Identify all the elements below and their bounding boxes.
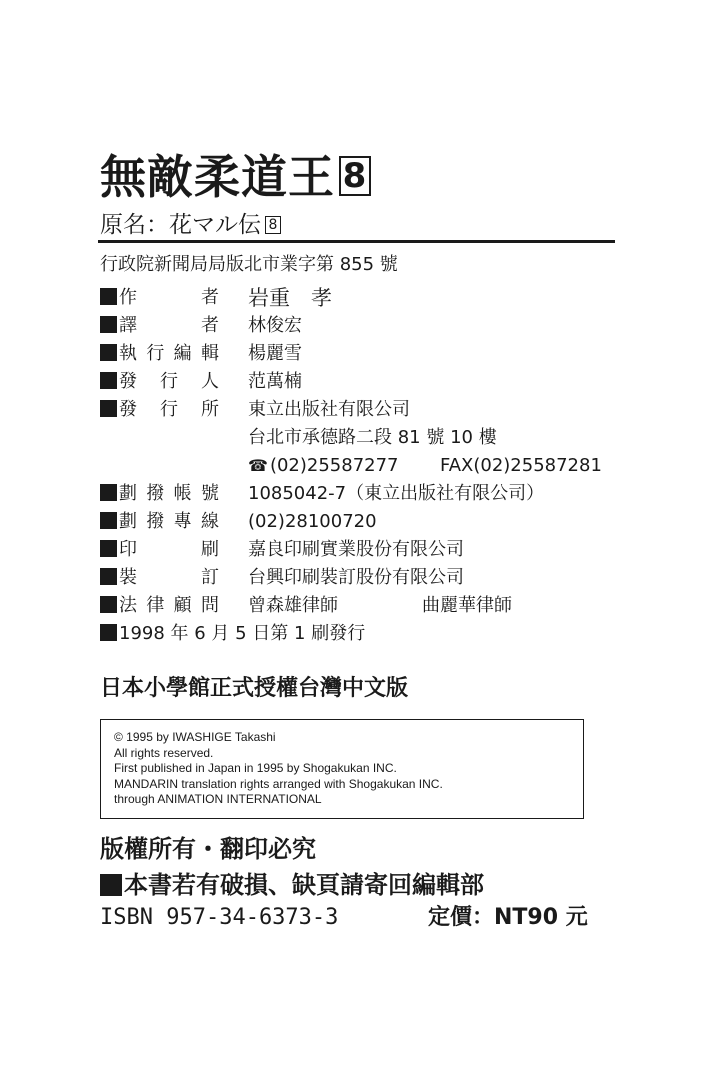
credit-label-editor: 執行編輯 — [100, 341, 219, 367]
square-bullet-icon — [100, 400, 117, 417]
license-number: 行政院新聞局局版北市業字第 855 號 — [100, 254, 398, 275]
square-bullet-icon — [100, 512, 117, 529]
credit-value-printing: 嘉良印刷實業股份有限公司 — [248, 539, 464, 560]
rights-reserved: 版權所有・翻印必究 — [100, 835, 316, 863]
publication-date: 1998 年 6 月 5 日第 1 刷發行 — [100, 621, 365, 647]
credit-label-author: 作 者 — [100, 285, 219, 311]
credit-label-issuer: 發行人 — [100, 369, 219, 395]
credit-label-printing: 印 刷 — [100, 537, 219, 563]
square-bullet-icon — [100, 484, 117, 501]
authorization-statement: 日本小學館正式授權台灣中文版 — [100, 676, 409, 701]
credit-value-author: 岩重 孝 — [248, 286, 332, 310]
square-bullet-icon — [100, 874, 122, 896]
credit-value-postal-line: (02)28100720 — [248, 511, 377, 532]
credit-value-translator: 林俊宏 — [248, 315, 302, 336]
square-bullet-icon — [100, 372, 117, 389]
book-title — [100, 148, 371, 206]
square-bullet-icon — [100, 344, 117, 361]
credit-value-postal-account: 1085042-7（東立出版社有限公司） — [248, 483, 545, 504]
credit-label-translator: 譯 者 — [100, 313, 219, 339]
damage-notice: 本書若有破損、缺頁請寄回編輯部 — [100, 868, 484, 902]
original-volume-number: 8 — [265, 216, 281, 234]
credit-label-legal: 法律顧問 — [100, 593, 219, 619]
credit-value-binding: 台興印刷裝訂股份有限公司 — [248, 567, 464, 588]
original-title — [100, 208, 281, 242]
credit-label-postal-line: 劃撥專線 — [100, 509, 219, 535]
volume-number: 8 — [339, 156, 371, 196]
credit-value-publisher: 東立出版社有限公司 — [248, 399, 410, 420]
isbn: ISBN 957-34-6373-3 — [100, 905, 339, 930]
publisher-phone: ☎ (02)25587277 — [248, 455, 399, 476]
divider — [98, 240, 615, 243]
credit-label-postal-account: 劃撥帳號 — [100, 481, 219, 507]
copyright-line: MANDARIN translation rights arranged with Shogakukan INC. — [114, 776, 443, 791]
original-title-text: 原名：花マル伝 — [100, 212, 261, 238]
copyright-line: First published in Japan in 1995 by Shogakukan INC. — [114, 761, 397, 776]
copyright-line: © 1995 by IWASHIGE Takashi — [114, 730, 276, 744]
credit-value-editor: 楊麗雪 — [248, 343, 302, 364]
publisher-fax: FAX(02)25587281 — [440, 455, 602, 476]
square-bullet-icon — [100, 596, 117, 613]
publisher-address: 台北市承德路二段 81 號 10 樓 — [248, 427, 497, 448]
credit-label-binding: 裝 訂 — [100, 565, 219, 591]
square-bullet-icon — [100, 288, 117, 305]
square-bullet-icon — [100, 624, 117, 641]
price: 定價：NT90 元 — [428, 905, 588, 930]
telephone-icon: ☎ — [248, 456, 268, 475]
square-bullet-icon — [100, 568, 117, 585]
copyright-line: through ANIMATION INTERNATIONAL — [114, 792, 322, 807]
credit-value-legal-1: 曾森雄律師 — [248, 595, 338, 616]
square-bullet-icon — [100, 316, 117, 333]
square-bullet-icon — [100, 540, 117, 557]
credit-label-publisher: 發行所 — [100, 397, 219, 423]
title-text: 無敵柔道王 — [100, 150, 335, 204]
credit-value-issuer: 范萬楠 — [248, 371, 302, 392]
copyright-box — [100, 719, 584, 819]
copyright-line: All rights reserved. — [114, 745, 214, 760]
credit-value-legal-2: 曲麗華律師 — [422, 595, 512, 616]
